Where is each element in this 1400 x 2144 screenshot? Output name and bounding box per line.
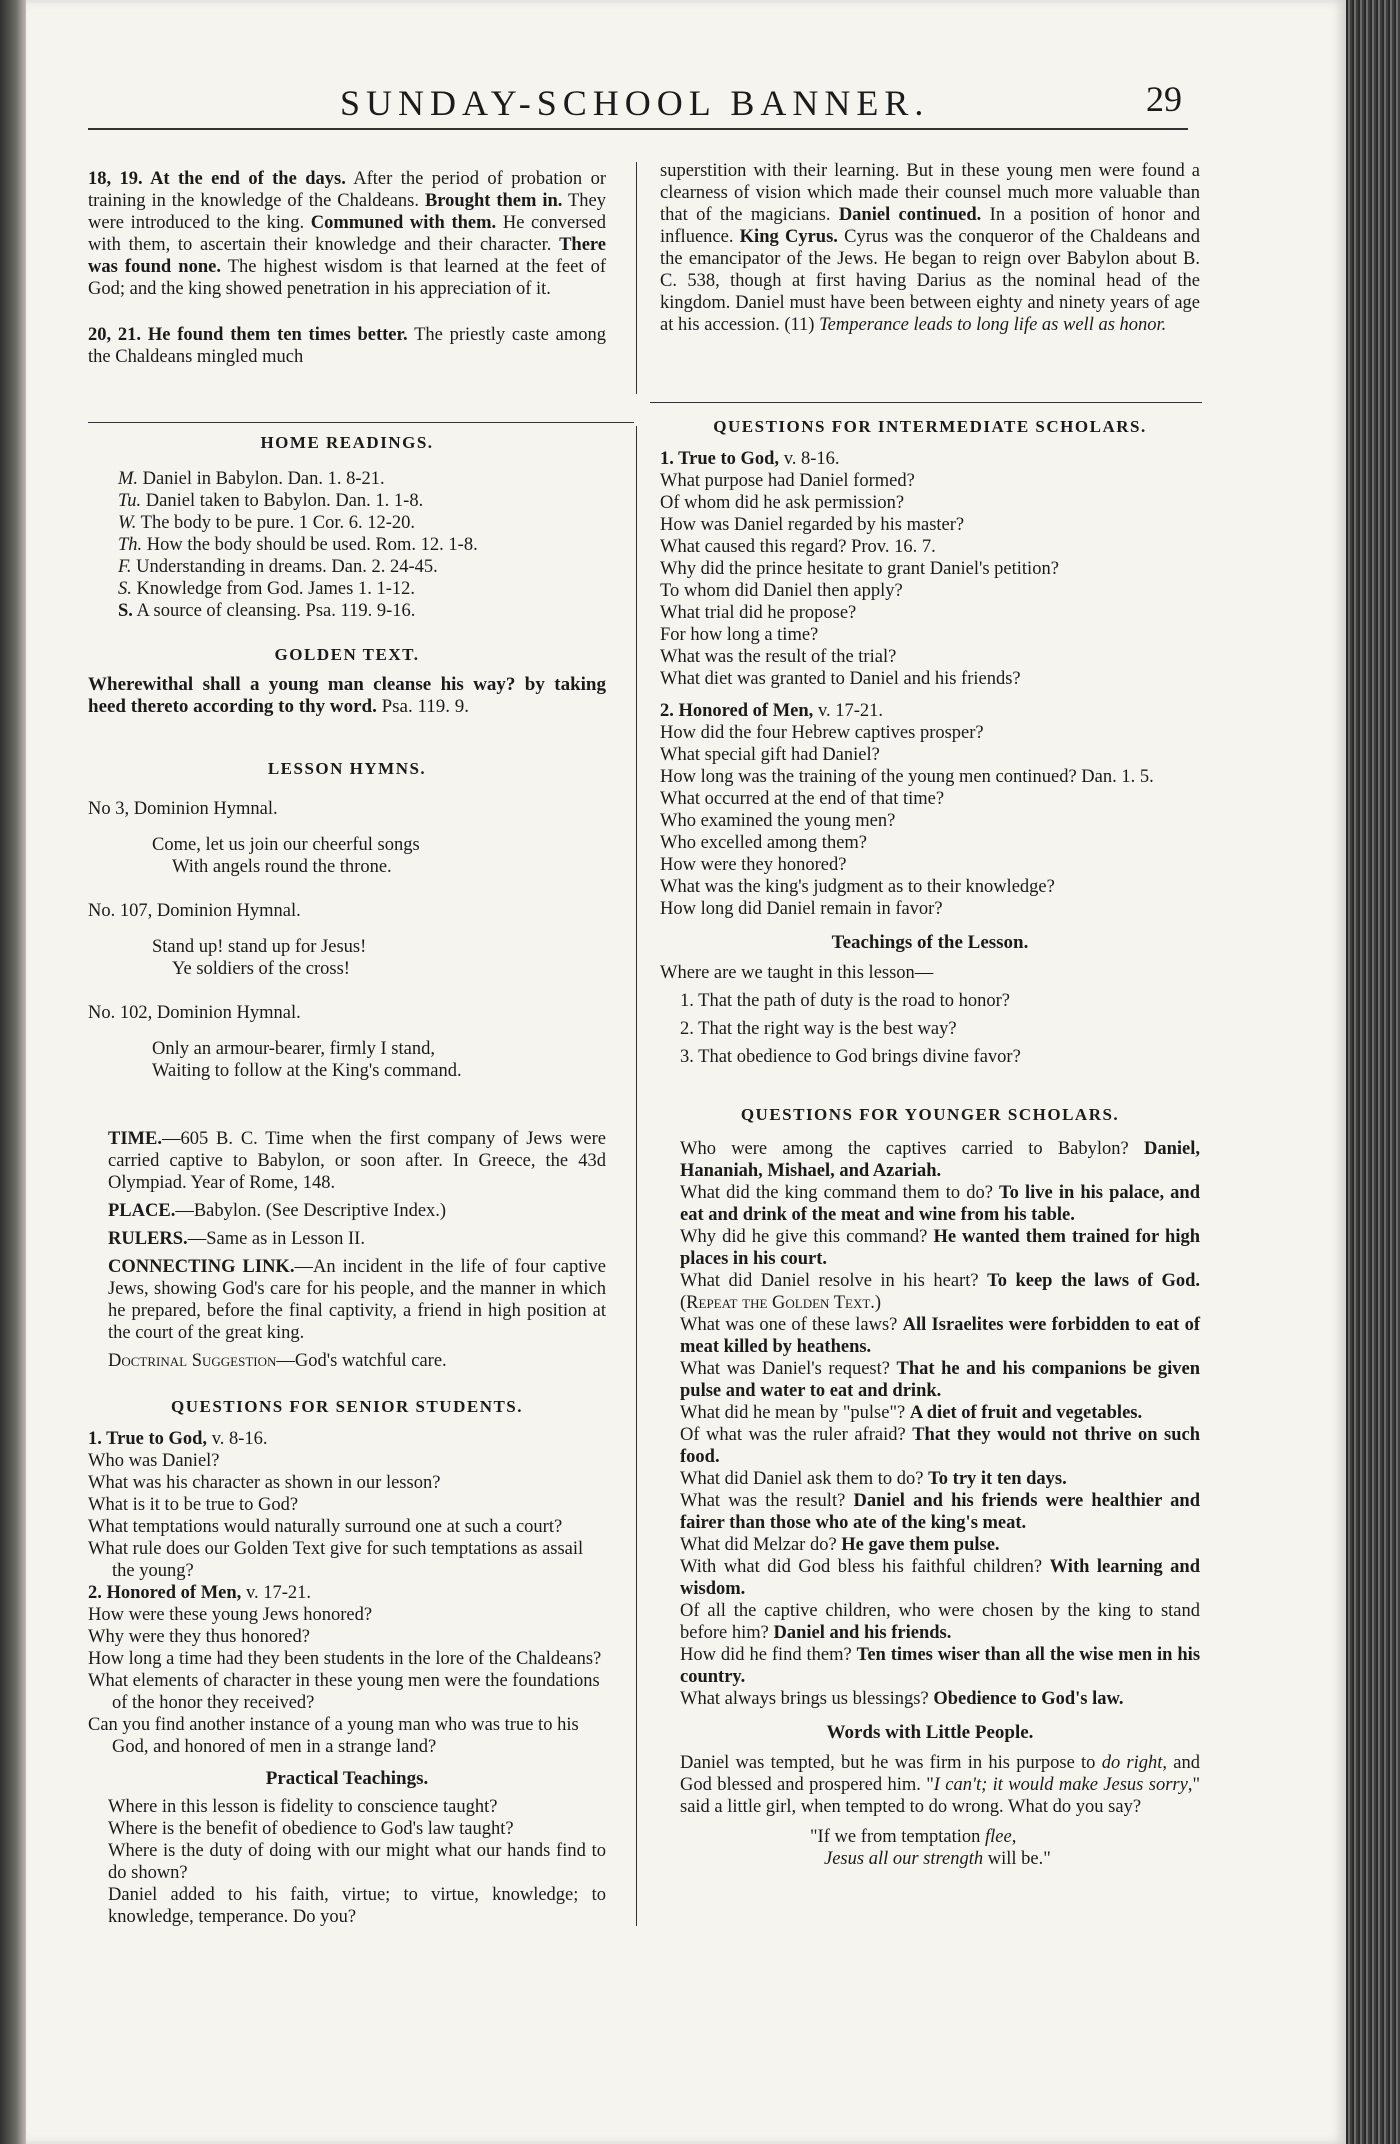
reading-item: F. Understanding in dreams. Dan. 2. 24-45. bbox=[118, 557, 438, 577]
note-head: 20, 21. He found them ten times better. bbox=[88, 325, 408, 345]
intermediate-title: QUESTIONS FOR INTERMEDIATE SCHOLARS. bbox=[713, 417, 1147, 436]
note-head: Communed with them. bbox=[310, 213, 497, 233]
question: Who excelled among them? bbox=[660, 833, 868, 853]
hymn-line: Come, let us join our cheerful songs bbox=[152, 835, 420, 855]
question: What was his character as shown in our lesson? bbox=[88, 1473, 441, 1493]
hymn-line: With angels round the throne. bbox=[172, 857, 392, 877]
question: What rule does our Golden Text give for such temptations as assail the young? bbox=[88, 1539, 584, 1581]
teachings-intro: Where are we taught in this lesson— bbox=[660, 963, 934, 983]
question: How were they honored? bbox=[660, 855, 847, 875]
teaching: Where is the benefit of obedience to God's law taught? bbox=[108, 1819, 514, 1839]
question: What is it to be true to God? bbox=[88, 1495, 299, 1515]
question: What special gift had Daniel? bbox=[660, 745, 880, 765]
qa-item: What did the king command them to do? To live in his palace, and eat and drink of the meat and wine from his table. bbox=[680, 1183, 1201, 1225]
question: How long was the training of the young men continued? Dan. 1. 5. bbox=[660, 767, 1154, 787]
note-text: superstition with their learning. But in these young men were found a clearness of vision which made their counsel much more valuable than that of the magicians. bbox=[660, 161, 1200, 225]
question: What purpose had Daniel formed? bbox=[660, 471, 915, 491]
section-rule-left bbox=[88, 422, 634, 423]
note-text: The priestly caste among the Chaldeans mingled much bbox=[88, 325, 606, 367]
question: What caused this regard? Prov. 16. 7. bbox=[660, 537, 936, 557]
lesson-info: TIME.—605 B. C. Time when the first company of Jews were carried captive to Babylon, or soon after. In Greece, the 43d Olympiad. Year of Rome, 148. PLACE.—Babylon. (See Descriptive Index.) RULERS.—Same as in Lesson II. CONNECTING LINK.—An incident in the life of four captive Jews, showing God's care for his people, and the manner in which he prepared, before the final captivity, a friend in high position at the court of the great king. Doctrinal Suggestion—God's watchful care. bbox=[108, 1129, 606, 1371]
little-people-title: Words with Little People. bbox=[826, 1722, 1034, 1743]
qa-item: What always brings us blessings? Obedience to God's law. bbox=[680, 1689, 1124, 1709]
question: Why were they thus honored? bbox=[88, 1627, 310, 1647]
practical-title: Practical Teachings. bbox=[265, 1768, 429, 1789]
teaching: 2. That the right way is the best way? bbox=[680, 1019, 957, 1039]
reading-item: S. Knowledge from God. James 1. 1-12. bbox=[118, 579, 415, 599]
senior-title: QUESTIONS FOR SENIOR STUDENTS. bbox=[170, 1397, 524, 1416]
page-edges bbox=[1346, 0, 1400, 2144]
hymn-line: Ye soldiers of the cross! bbox=[172, 959, 350, 979]
younger-title: QUESTIONS FOR YOUNGER SCHOLARS. bbox=[740, 1105, 1120, 1124]
question: How did the four Hebrew captives prosper? bbox=[660, 723, 984, 743]
question: Of whom did he ask permission? bbox=[660, 493, 905, 513]
question: What was the result of the trial? bbox=[660, 647, 897, 667]
section-rule-right bbox=[650, 402, 1202, 403]
teaching: 3. That obedience to God brings divine favor? bbox=[680, 1047, 1021, 1067]
note-text: After the period of probation or training in the knowledge of the Chaldeans. bbox=[88, 169, 606, 211]
lesson-hymns-title: LESSON HYMNS. bbox=[267, 759, 427, 778]
qa-item: Who were among the captives carried to Babylon? Daniel, Hananiah, Mishael, and Azariah. bbox=[680, 1139, 1200, 1181]
teaching: Where in this lesson is fidelity to conscience taught? bbox=[108, 1797, 498, 1817]
header-rule bbox=[88, 128, 1188, 130]
note-italic: Temperance leads to long life as well as honor. bbox=[819, 315, 1167, 335]
reading-item: Th. How the body should be used. Rom. 12. 1-8. bbox=[118, 535, 478, 555]
qa-item: With what did God bless his faithful children? With learning and wisdom. bbox=[680, 1557, 1201, 1599]
qa-item: What was the result? Daniel and his friends were healthier and fairer than those who ate of the king's meat. bbox=[680, 1491, 1201, 1533]
column-divider-main bbox=[636, 426, 637, 1926]
question: What diet was granted to Daniel and his friends? bbox=[660, 669, 1021, 689]
little-people-verse-2: Jesus all our strength will be." bbox=[824, 1849, 1051, 1869]
qa-item: What was Daniel's request? That he and his companions be given pulse and water to eat and drink. bbox=[680, 1359, 1200, 1401]
senior-questions: 1. True to God, v. 8-16. Who was Daniel? What was his character as shown in our lesson? What is it to be true to God? What temptations would naturally surround one at such a court? What rule does our Golden Text give for such temptations as assail the young? 2. Honored of Men, v. 17-21. How were these young Jews honored? Why were they thus honored? How long a time had they been students in the lore of the Chaldeans? What elements of character in these young men were the foundations of the honor they received? Can you find another instance of a young man who was true to his God, and honored of men in a strange land? bbox=[88, 1428, 606, 1758]
qa-item: Why did he give this command? He wanted them trained for high places in his court. bbox=[680, 1227, 1200, 1269]
note-text: They were introduced to the king. bbox=[88, 191, 607, 233]
qa-item: What did he mean by "pulse"? A diet of fruit and vegetables. bbox=[680, 1403, 1143, 1423]
qa-item: What was one of these laws? All Israelites were forbidden to eat of meat killed by heathens. bbox=[680, 1315, 1201, 1357]
page-header-title: SUNDAY-SCHOOL BANNER. bbox=[340, 83, 930, 123]
note-head: There was found none. bbox=[88, 235, 606, 277]
teaching: Daniel added to his faith, virtue; to virtue, knowledge; to knowledge, temperance. Do you? bbox=[108, 1885, 606, 1927]
question: To whom did Daniel then apply? bbox=[660, 581, 903, 601]
hymn-line: Stand up! stand up for Jesus! bbox=[152, 937, 367, 957]
question: Why did the prince hesitate to grant Daniel's petition? bbox=[660, 559, 1059, 579]
little-people-verse-1: "If we from temptation flee, bbox=[810, 1827, 1017, 1847]
question: How were these young Jews honored? bbox=[88, 1605, 373, 1625]
teaching: 1. That the path of duty is the road to honor? bbox=[680, 991, 1011, 1011]
question: What was the king's judgment as to their knowledge? bbox=[660, 877, 1055, 897]
question: How long a time had they been students in the lore of the Chaldeans? bbox=[88, 1649, 602, 1669]
left-column bbox=[88, 432, 606, 1928]
top-left-notes bbox=[88, 168, 606, 368]
question: Who examined the young men? bbox=[660, 811, 896, 831]
note-text: In a position of honor and influence. bbox=[660, 205, 1200, 247]
column-divider-top bbox=[636, 162, 637, 394]
question: What trial did he propose? bbox=[660, 603, 857, 623]
page-number: 29 bbox=[1146, 79, 1182, 119]
golden-text-title: GOLDEN TEXT. bbox=[274, 645, 420, 664]
note-head: King Cyrus. bbox=[739, 227, 838, 247]
reading-item: W. The body to be pure. 1 Cor. 6. 12-20. bbox=[118, 513, 416, 533]
question: For how long a time? bbox=[660, 625, 819, 645]
note-text: The highest wisdom is that learned at the feet of God; and the king showed penetration in his appreciation of it. bbox=[88, 257, 606, 299]
hymn-label: No. 107, Dominion Hymnal. bbox=[88, 901, 301, 921]
hymn-list bbox=[88, 798, 606, 1082]
practical-teachings bbox=[88, 1796, 606, 1928]
hymn-label: No. 102, Dominion Hymnal. bbox=[88, 1003, 301, 1023]
teaching: Where is the duty of doing with our might what our hands find to do shown? bbox=[108, 1841, 606, 1883]
note-head: Daniel continued. bbox=[838, 205, 982, 225]
question: Can you find another instance of a young man who was true to his God, and honored of men in a strange land? bbox=[88, 1715, 579, 1757]
qa-item: What did Daniel resolve in his heart? To keep the laws of God. (Repeat the Golden Text.) bbox=[680, 1271, 1200, 1313]
teachings-title: Teachings of the Lesson. bbox=[831, 932, 1029, 953]
question: How long did Daniel remain in favor? bbox=[660, 899, 943, 919]
note-head: 18, 19. At the end of the days. bbox=[88, 169, 346, 189]
question: What temptations would naturally surround one at such a court? bbox=[88, 1517, 563, 1537]
qa-item: What did Daniel ask them to do? To try it ten days. bbox=[680, 1469, 1067, 1489]
home-readings-list bbox=[88, 468, 606, 622]
note-head: Brought them in. bbox=[424, 191, 563, 211]
home-readings-title: HOME READINGS. bbox=[260, 433, 434, 452]
question: How was Daniel regarded by his master? bbox=[660, 515, 965, 535]
question: What occurred at the end of that time? bbox=[660, 789, 945, 809]
reading-item: S. A source of cleansing. Psa. 119. 9-16. bbox=[118, 601, 416, 621]
hymn-line: Only an armour-bearer, firmly I stand, bbox=[152, 1039, 435, 1059]
question: Who was Daniel? bbox=[88, 1451, 220, 1471]
hymn-line: Waiting to follow at the King's command. bbox=[152, 1061, 462, 1081]
question: What elements of character in these young men were the foundations of the honor they received? bbox=[88, 1671, 600, 1713]
note-text: Cyrus was the conqueror of the Chaldeans and the emancipator of the Jews. He began to reign over Babylon about B. C. 538, though at first having Darius as the nominal head of the kingdom. Daniel must have been between eighty and ninety years of age at his accession. (11) bbox=[660, 227, 1200, 335]
book-spine bbox=[0, 0, 26, 2144]
note-text: He conversed with them, to ascertain their knowledge and their character. bbox=[88, 213, 607, 255]
top-right-notes bbox=[660, 160, 1200, 336]
reading-item: M. Daniel in Babylon. Dan. 1. 8-21. bbox=[118, 469, 385, 489]
intermediate-questions: 1. True to God, v. 8-16. What purpose had Daniel formed? Of whom did he ask permission? How was Daniel regarded by his master? What caused this regard? Prov. 16. 7. Why did the prince hesitate to grant Daniel's petition? To whom did Daniel then apply? What trial did he propose? For how long a time? What was the result of the trial? What diet was granted to Daniel and his friends? 2. Honored of Men, v. 17-21. How did the four Hebrew captives prosper? What special gift had Daniel? How long was the training of the young men continued? Dan. 1. 5. What occurred at the end of that time? Who examined the young men? Who excelled among them? How were they honored? What was the king's judgment as to their knowledge? How long did Daniel remain in favor? bbox=[660, 448, 1200, 920]
reading-item: Tu. Daniel taken to Babylon. Dan. 1. 1-8. bbox=[118, 491, 424, 511]
qa-item: Of all the captive children, who were chosen by the king to stand before him? Daniel and his friends. bbox=[680, 1601, 1200, 1643]
qa-item: Of what was the ruler afraid? That they would not thrive on such food. bbox=[680, 1425, 1201, 1467]
little-people-text: Daniel was tempted, but he was firm in his purpose to do right, and God blessed and prospered him. "I can't; it would make Jesus sorry," said a little girl, when tempted to do wrong. What do you say? bbox=[680, 1753, 1201, 1817]
golden-text: Wherewithal shall a young man cleanse his way? by taking heed thereto according to thy word. Psa. 119. 9. bbox=[88, 674, 606, 717]
right-column bbox=[660, 416, 1200, 1870]
hymn-label: No 3, Dominion Hymnal. bbox=[88, 799, 278, 819]
qa-item: What did Melzar do? He gave them pulse. bbox=[680, 1535, 1000, 1555]
younger-questions bbox=[660, 1138, 1200, 1710]
qa-item: How did he find them? Ten times wiser than all the wise men in his country. bbox=[680, 1645, 1201, 1687]
